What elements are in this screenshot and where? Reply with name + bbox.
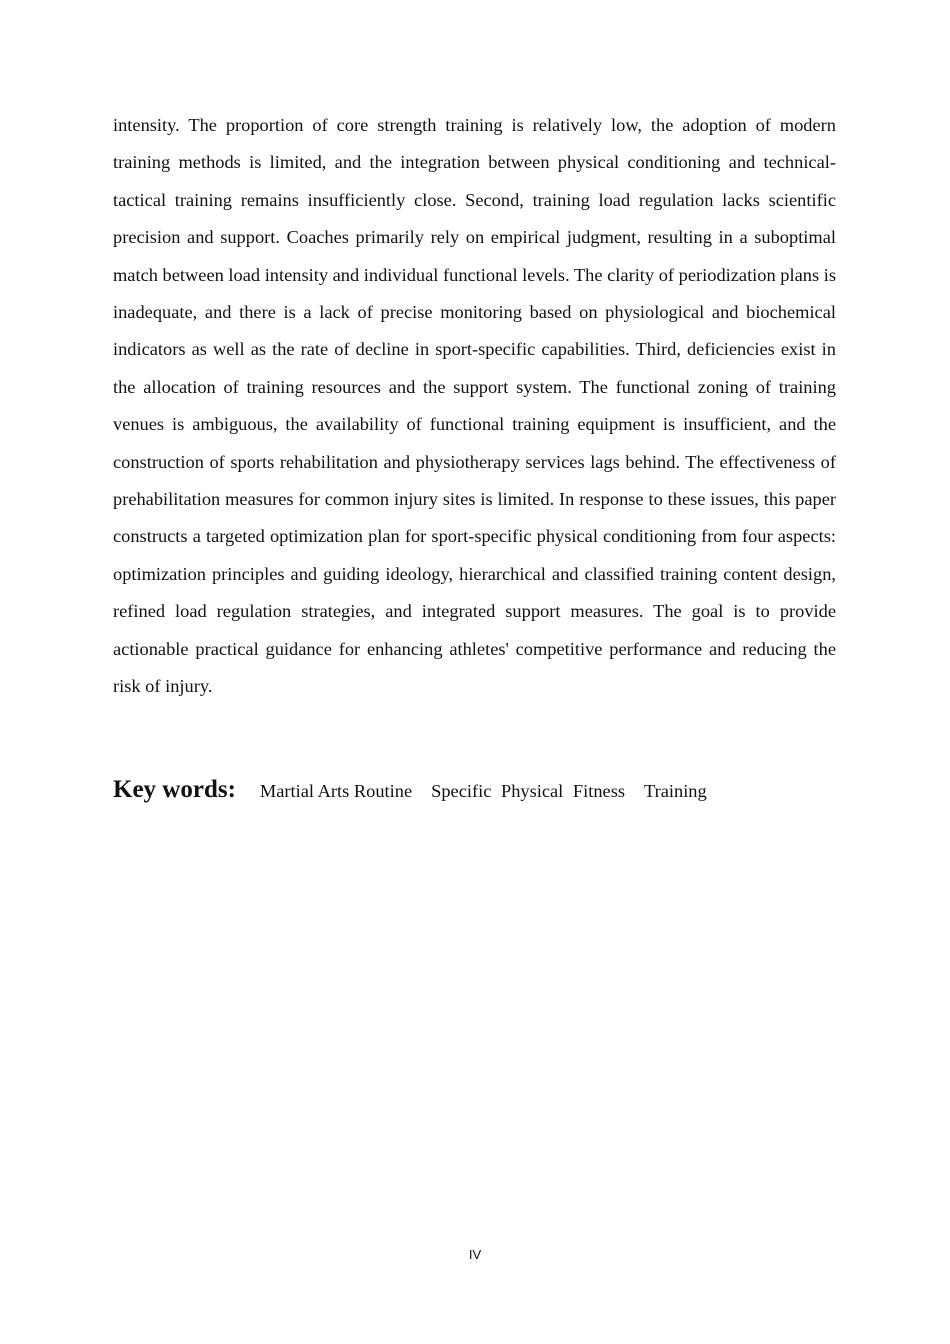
keyword-item: Specific Physical Fitness <box>431 781 626 801</box>
keyword-item: Martial Arts Routine <box>259 781 413 801</box>
keywords-label: Key words: <box>113 776 236 803</box>
keyword-item: Training <box>644 781 707 801</box>
abstract-paragraph: intensity. The proportion of core strength training is relatively low, the adoption of modern training methods is limited, and the integration between physical conditioning and technical-tactical training remains insufficiently close. Second, training load regulation lacks scientific precision and support. Coaches primarily rely on empirical judgment, resulting in a suboptimal match between load intensity and individual functional levels. The clarity of periodization plans is inadequate, and there is a lack of precise monitoring based on physiological and biochemical indicators as well as the rate of decline in sport-specific capabilities. Third, deficiencies exist in the allocation of training resources and the support system. The functional zoning of training venues is ambiguous, the availability of functional training equipment is insufficient, and the construction of sports rehabilitation and physiotherapy services lags behind. The effectiveness of prehabilitation measures for common injury sites is limited. In response to these issues, this paper constructs a targeted optimization plan for sport-specific physical conditioning from four aspects: optimization principles and guiding ideology, hierarchical and classified training content design, refined load regulation strategies, and integrated support measures. The goal is to provide actionable practical guidance for enhancing athletes' competitive performance and reducing the risk of injury. <box>113 115 836 697</box>
keywords-section <box>113 776 836 804</box>
page-number: IV <box>468 1247 482 1262</box>
